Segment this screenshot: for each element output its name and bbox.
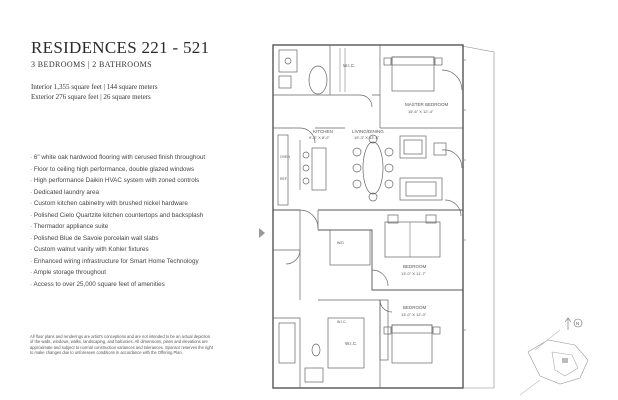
oven-label: OVEN bbox=[280, 155, 290, 159]
bathtub bbox=[309, 66, 327, 94]
exterior-walls bbox=[273, 45, 463, 388]
wic-top-label: W.I.C. bbox=[343, 63, 356, 68]
feature-item: · Dedicated laundry area bbox=[30, 188, 99, 196]
kitchen-label: KITCHEN bbox=[313, 129, 333, 134]
feature-item: · Floor to ceiling high performance, double glazed windows bbox=[30, 165, 195, 173]
feature-item: · Polished Cielo Quartzite kitchen countertops and backsplash bbox=[30, 211, 204, 219]
kitchen-island bbox=[312, 148, 326, 190]
feature-item: · Access to over 25,000 square feet of amenities bbox=[30, 280, 165, 288]
feature-item: · Ample storage throughout bbox=[30, 269, 106, 276]
feature-item: · Thermador appliance suite bbox=[30, 223, 109, 230]
master-bedroom-dim: 15'-6" X 12'-4" bbox=[408, 109, 434, 114]
feature-item: · 6" white oak hardwood flooring with cerused finish throughout bbox=[30, 154, 206, 161]
bedroom2-dim: 13'-0" X 11'-7" bbox=[401, 271, 426, 276]
feature-item: · Custom kitchen cabinetry with brushed nickel hardware bbox=[30, 200, 188, 207]
dining-table bbox=[363, 142, 383, 194]
bedroom3-bed bbox=[392, 325, 432, 363]
legal-disclaimer: All floor plans and renderings are artist's conceptions and are not intended to be an actual depiction of the walls, windows, walks, landscaping, and balconies. All dimensions, plans and elevations are approximate and subject to normal construction variances and tolerances. Sponsor reserves the right to make changes due to unforeseen conditions in accordance with the Offering Plan. bbox=[30, 334, 213, 355]
bedroom3-dim: 13'-0" X 12'-0" bbox=[401, 312, 427, 317]
kitchen-counter bbox=[278, 135, 288, 205]
north-indicator: N bbox=[576, 321, 580, 326]
exterior-area: Exterior 276 square feet | 26 square meters bbox=[31, 93, 151, 101]
wd-label: W/D bbox=[337, 241, 344, 245]
interior-area: Interior 1,355 square feet | 144 square meters bbox=[31, 83, 158, 91]
wic-small-label: W.I.C. bbox=[337, 320, 347, 324]
master-bed bbox=[392, 57, 434, 91]
feature-item: · High performance Daikin HVAC system with zoned controls bbox=[30, 177, 200, 184]
second-bath-tub bbox=[279, 323, 295, 363]
page-title: RESIDENCES 221 - 521 bbox=[31, 38, 210, 57]
wic-bottom-label: W.I.C. bbox=[345, 341, 358, 346]
feature-item: · Polished Blue de Savoie porcelain wall slabs bbox=[30, 234, 159, 242]
living-dining-dim: 19'-3" X 13'-8" bbox=[354, 135, 380, 140]
entrance-marker bbox=[259, 228, 265, 238]
kitchen-dim: 9'-8" X 8'-0" bbox=[309, 135, 330, 140]
living-dining-label: LIVING/DINING bbox=[352, 129, 384, 134]
ref-label: REF bbox=[280, 177, 287, 181]
feature-item: · Enhanced wiring infrastructure for Smart Home Technology bbox=[30, 257, 199, 265]
feature-item: · Custom walnut vanity with Kohler fixtures bbox=[30, 246, 149, 253]
bedroom2-label: BEDROOM bbox=[403, 264, 427, 269]
key-plan bbox=[520, 318, 588, 395]
balcony-outline bbox=[462, 46, 494, 388]
master-bedroom-label: MASTER BEDROOM bbox=[405, 102, 449, 107]
bedroom3-label: BEDROOM bbox=[403, 305, 427, 310]
bed-bath-count: 3 BEDROOMS | 2 BATHROOMS bbox=[31, 60, 152, 69]
bedroom2-bed bbox=[385, 222, 440, 257]
